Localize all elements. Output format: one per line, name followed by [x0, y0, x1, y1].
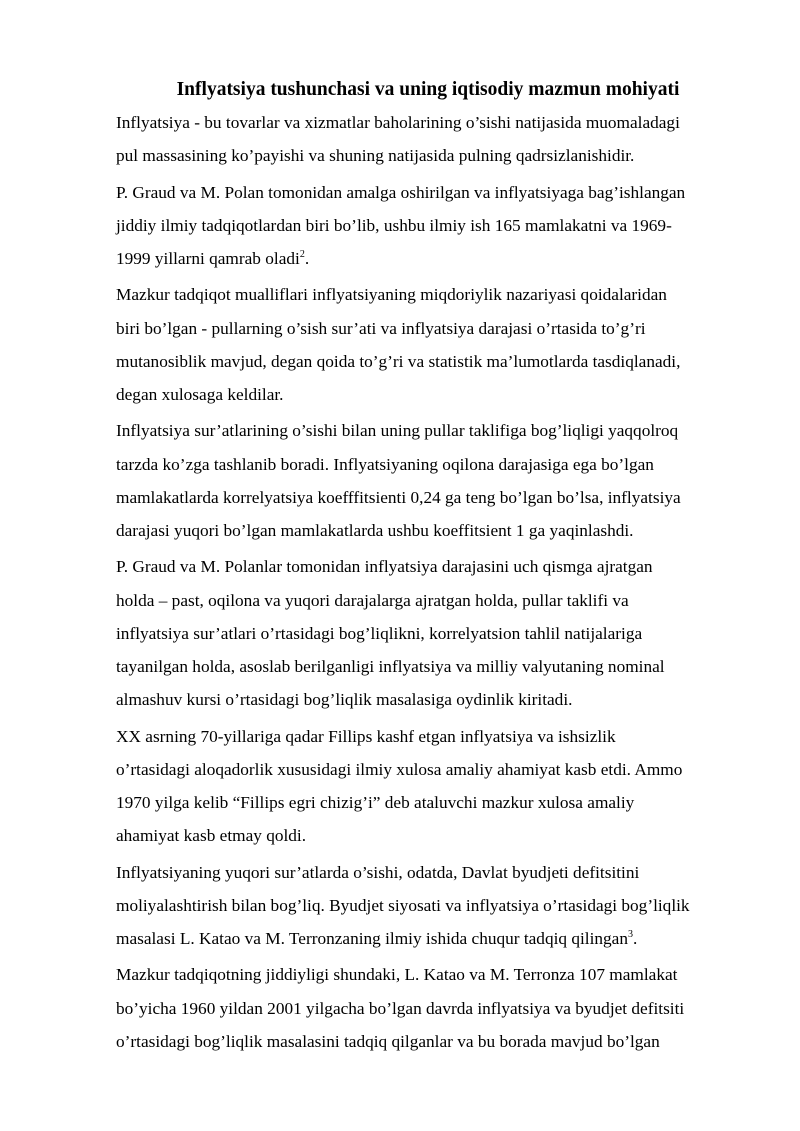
text-line: Mazkur tadqiqotning jiddiyligi shundaki, L. Katao va M. Terronza 107 mamlakat — [116, 965, 678, 985]
paragraph-4 — [116, 414, 746, 547]
paragraph-3 — [116, 278, 746, 411]
text-line: Inflyatsiya sur’atlarining o’sishi bilan uning pullar taklifiga bog’liqligi yaqqolroq — [116, 421, 679, 441]
paragraph-7 — [116, 856, 746, 956]
text-line: moliyalashtirish bilan bog’liq. Byudjet siyosati va inflyatsiya o’rtasidagi bog’liqlik — [116, 895, 690, 915]
text-line: tayanilgan holda, asoslab berilganligi inflyatsiya va milliy valyutaning nominal — [116, 657, 665, 676]
document-title: Inflyatsiya tushunchasi va uning iqtisodiy mazmun mohiyati — [176, 79, 680, 100]
paragraph-6 — [116, 720, 746, 853]
text-line: degan xulosaga keldilar. — [116, 385, 284, 404]
text-line: masalasi L. Katao va M. Terronzaning ilmiy ishida chuqur tadqiq qilingan — [116, 929, 628, 948]
text-line: Inflyatsiya - bu tovarlar va xizmatlar baholarining o’sishi natijasida muomaladagi — [116, 113, 680, 132]
text-line: almashuv kursi o’rtasidagi bog’liqlik masalasiga oydinlik kiritadi. — [116, 690, 573, 710]
text-line: Inflyatsiyaning yuqori sur’atlarda o’sishi, odatda, Davlat byudjeti defitsitini — [116, 862, 640, 882]
text-line: jiddiy ilmiy tadqiqotlardan biri bo’lib, ushbu ilmiy ish 165 mamlakatni va 1969- — [116, 215, 672, 235]
paragraph-5 — [116, 550, 746, 716]
text-line-with-footnote — [116, 922, 746, 955]
paragraph-2 — [116, 176, 746, 276]
text-line: 1970 yilga kelib “Fillips egri chizig’i” deb ataluvchi mazkur xulosa amaliy — [116, 793, 635, 812]
sentence-end: . — [633, 929, 638, 948]
text-line: darajasi yuqori bo’lgan mamlakatlarda ushbu koeffitsient 1 ga yaqinlashdi. — [116, 521, 634, 540]
text-line: ahamiyat kasb etmay qoldi. — [116, 826, 307, 846]
sentence-end: . — [304, 249, 310, 268]
text-line: XX asrning 70-yillariga qadar Fillips kashf etgan inflyatsiya va ishsizlik — [116, 726, 616, 746]
text-line: holda – past, oqilona va yuqori darajalarga ajratgan holda, pullar taklifi va — [116, 590, 629, 610]
footnote-marker: 3 — [628, 929, 633, 941]
text-line: pul massasining ko’payishi va shuning natijasida pulning qadrsizlanishidir. — [116, 146, 635, 166]
text-line: bo’yicha 1960 yildan 2001 yilgacha bo’lgan davrda inflyatsiya va byudjet defitsiti — [116, 998, 685, 1018]
text-line: mamlakatlarda korrelyatsiya koefffitsienti 0,24 ga teng bo’lgan bo’lsa, inflyatsiya — [116, 487, 681, 507]
text-line: biri bo’lgan - pullarning o’sish sur’ati va inflyatsiya darajasi o’rtasida to’g’ri — [116, 318, 646, 338]
footnote-marker: 2 — [299, 249, 305, 261]
text-line: P. Graud va M. Polanlar tomonidan inflyatsiya darajasini uch qismga ajratgan — [116, 557, 653, 577]
text-line: tarzda ko’zga tashlanib boradi. Inflyatsiyaning oqilona darajasiga ega bo’lgan — [116, 454, 654, 474]
text-line: mutanosiblik mavjud, degan qoida to’g’ri va statistik ma’lumotlarda tasdiqlanadi, — [116, 351, 681, 371]
text-line-with-footnote — [116, 242, 746, 275]
text-line: 1999 yillarni qamrab oladi — [116, 249, 300, 268]
text-line: inflyatsiya sur’atlari o’rtasidagi bog’liqlikni, korrelyatsion tahlil natijalariga — [116, 623, 643, 643]
paragraph-8 — [116, 958, 746, 1058]
text-line: Mazkur tadqiqot mualliflari inflyatsiyaning miqdoriylik nazariyasi qoidalaridan — [116, 285, 667, 305]
text-line: o’rtasidagi aloqadorlik xususidagi ilmiy xulosa amaliy ahamiyat kasb etdi. Ammo — [116, 759, 683, 779]
text-line: P. Graud va M. Polan tomonidan amalga oshirilgan va inflyatsiyaga bag’ishlangan — [116, 182, 686, 202]
text-line: o’rtasidagi bog’liqlik masalasini tadqiq qilganlar va bu borada mavjud bo’lgan — [116, 1031, 660, 1051]
paragraph-1 — [116, 106, 746, 172]
